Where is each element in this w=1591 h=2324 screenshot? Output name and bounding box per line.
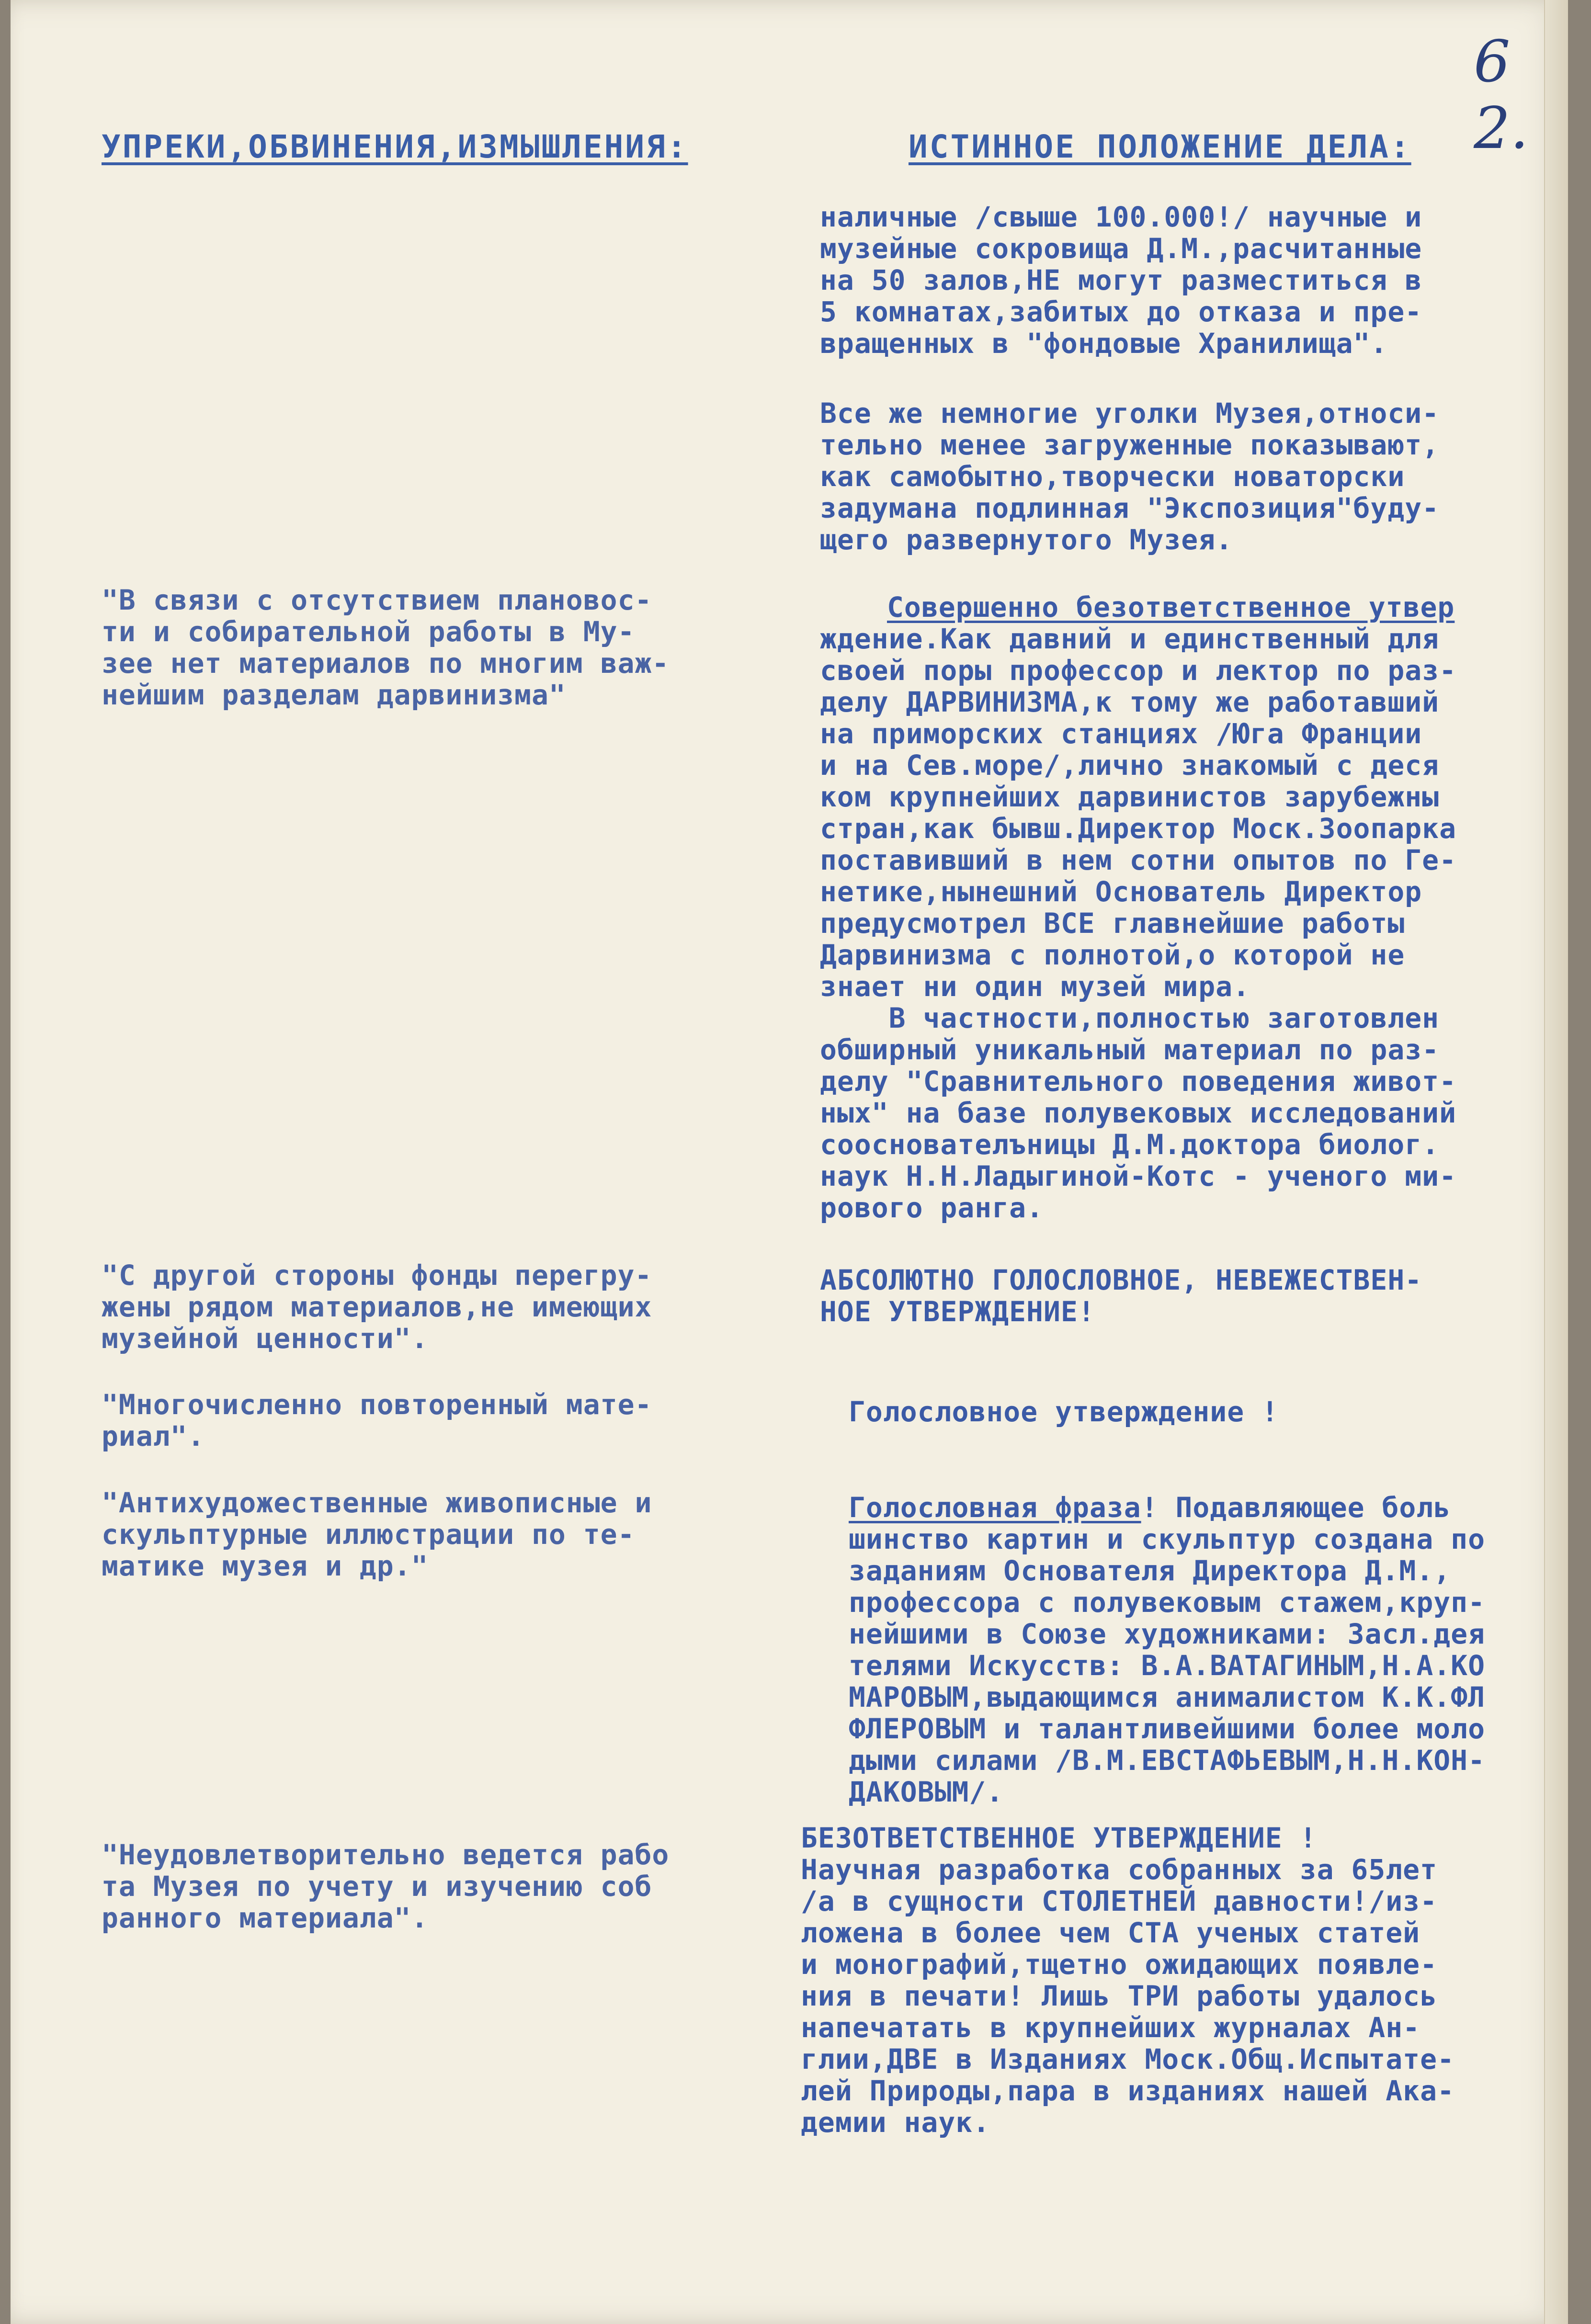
- right-paragraph-3-lead: Совершенно безответственное утвер: [887, 591, 1455, 624]
- right-column-heading: ИСТИННОЕ ПОЛОЖЕНИЕ ДЕЛА:: [909, 128, 1411, 165]
- right-paragraph-5: Голословное утверждение !: [849, 1395, 1279, 1428]
- right-paragraph-2: Все же немногие уголки Музея,относи- тельно менее загруженные показывают, как самобытно,творчески новаторски задумана подлинная "Экспозиция"буду- щего развернутого Музея.: [820, 397, 1440, 556]
- page-number: 6 2.: [1474, 29, 1529, 162]
- right-paragraph-3-body: ждение.Как давний и единственный для своей поры профессор и лектор по раз- делу ДАРВИНИЗМА,к тому же работавший на приморских станциях /Юга Франции и на Сев.море/,лично знакомый с деся ком крупнейших дарвинистов зарубежны стран,как бывш.Директор Моск.Зоопарка поставивший в нем сотни опытов по Ге- нетике,нынешний Основатель Директор предусмотрел ВСЕ главнейшие работы Дарвинизма с полнотой,о которой не знает ни один музей мира. В частности,полностью заготовлен обширный уникальный материал по раз- делу "Сравнительного поведения живот- ных" на базе полувековых исследований сооснователъницы Д.М.доктора биолог. наук Н.Н.Ладыгиной-Котс - ученого ми- рового ранга.: [820, 623, 1457, 1224]
- document-page: [11, 0, 1568, 2324]
- right-paragraph-3: [820, 591, 1577, 1224]
- left-quote-3: "Многочисленно повторенный мате- риал".: [102, 1388, 652, 1452]
- left-quote-2: "С другой стороны фонды перегру- жены рядом материалов,не имеющих музейной ценности".: [102, 1259, 652, 1355]
- left-quote-5: "Неудовлетворительно ведется рабо та Музея по учету и изучению соб ранного материала".: [102, 1838, 670, 1934]
- right-paragraph-4: АБСОЛЮТНО ГОЛОСЛОВНОЕ, НЕВЕЖЕСТВЕН- НОЕ УТВЕРЖДЕНИЕ!: [820, 1264, 1422, 1328]
- right-paragraph-6: [849, 1492, 1591, 1808]
- right-paragraph-1: наличные /свыше 100.000!/ научные и музейные сокровища Д.М.,расчитанные на 50 залов,НЕ могут разместиться в 5 комнатах,забитых до отказа и пре- вращенных в "фондовые Хранилища".: [820, 201, 1422, 360]
- right-paragraph-6-lead: Голословная фраза: [849, 1491, 1141, 1524]
- left-column-heading: УПРЕКИ,ОБВИНЕНИЯ,ИЗМЫШЛЕНИЯ:: [102, 128, 688, 165]
- right-paragraph-6-first-rest: ! Подавляющее боль: [1141, 1491, 1451, 1524]
- right-paragraph-6-body: шинство картин и скульптур создана по заданиям Основателя Директора Д.М., профессора с полувековым стажем,круп- нейшими в Союзе художниками: Засл.дея телями Искусств: В.А.ВАТАГИНЫМ,Н.А.КО МАРОВЫМ,выдающимся анималистом К.К.ФЛ ФЛЕРОВЫМ и талантливейшими более моло дыми силами /В.М.ЕВСТАФЬЕВЫМ,Н.Н.КОН- ДАКОВЫМ/.: [849, 1523, 1486, 1808]
- right-paragraph-7: БЕЗОТВЕТСТВЕННОЕ УТВЕРЖДЕНИЕ ! Научная разработка собранных за 65лет /а в сущности СТОЛЕТНЕЙ давности!/из- ложена в более чем СТА ученых статей и монографий,тщетно ожидающих появле- ния в печати! Лишь ТРИ работы удалось напечатать в крупнейших журналах Ан- глии,ДВЕ в Изданиях Моск.Общ.Испытате- лей Природы,пара в изданиях нашей Ака- демии наук.: [801, 1822, 1455, 2139]
- left-quote-4: "Антихудожественные живописные и скульптурные иллюстрации по те- матике музея и др.": [102, 1486, 652, 1582]
- left-quote-1: "В связи с отсутствием плановос- ти и собирательной работы в Му- зее нет материалов по многим важ- нейшим разделам дарвинизма": [102, 584, 670, 711]
